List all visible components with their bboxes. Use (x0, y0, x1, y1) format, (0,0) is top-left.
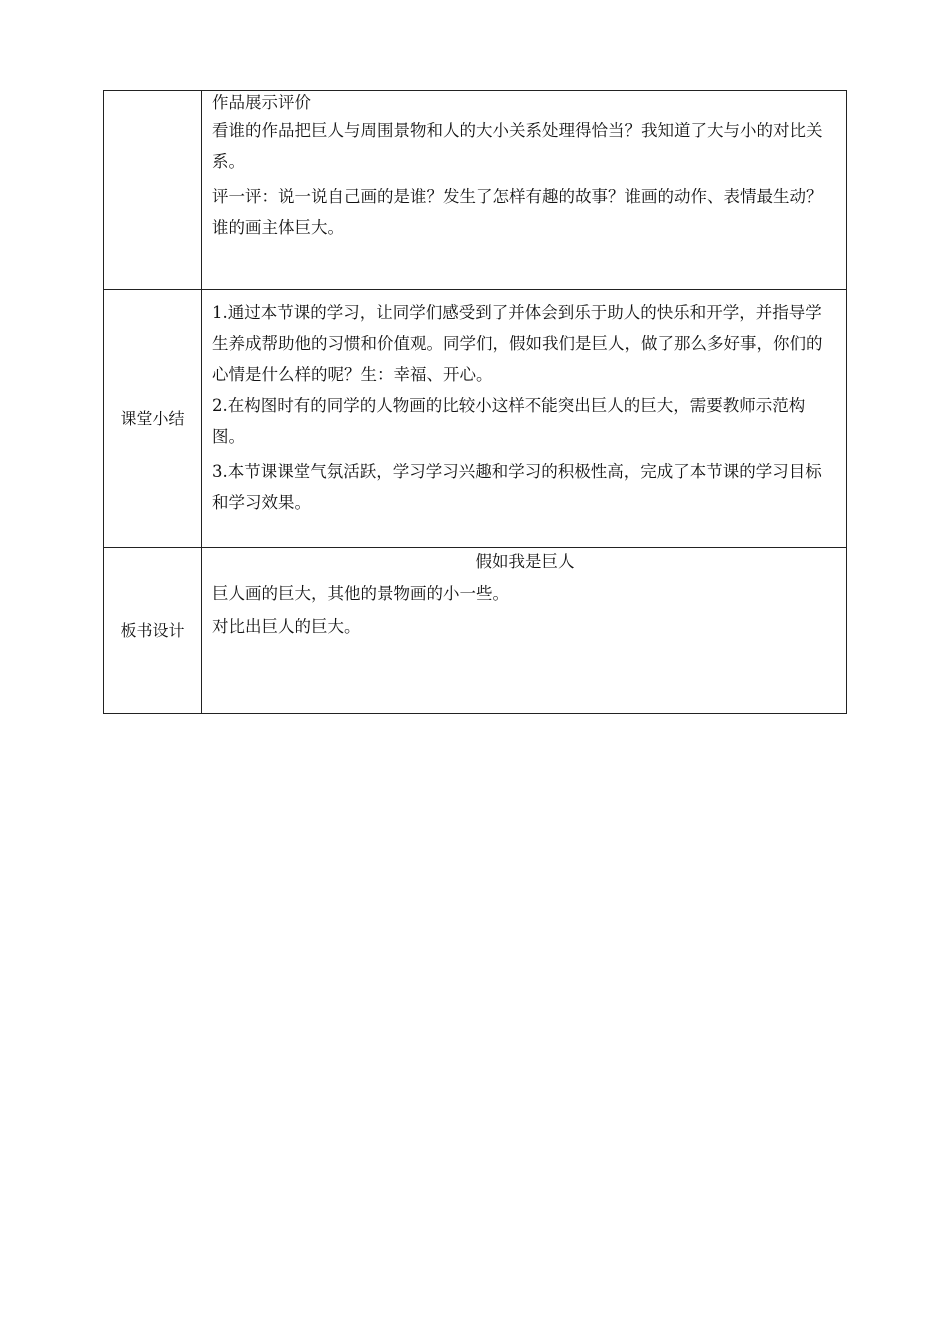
row-label-empty (104, 91, 202, 290)
board-line-1: 巨人画的巨大，其他的景物画的小一些。 (212, 584, 509, 603)
board-line-2: 对比出巨人的巨大。 (212, 617, 361, 636)
summary-item-2: 2.在构图时有的同学的人物画的比较小这样不能突出巨人的巨大，需要教师示范构图。 (212, 396, 806, 446)
summary-content (202, 290, 847, 548)
board-design-content (202, 548, 847, 714)
evaluation-paragraph-1: 看谁的作品把巨人与周围景物和人的大小关系处理得恰当？我知道了大与小的对比关系。 (212, 121, 823, 171)
board-title: 假如我是巨人 (475, 552, 575, 571)
row-label-board-design: 板书设计 (104, 548, 202, 714)
table-row-evaluation (104, 91, 847, 290)
row-label-summary: 课堂小结 (104, 290, 202, 548)
evaluation-heading: 作品展示评价 (212, 93, 311, 112)
evaluation-content (202, 91, 847, 290)
lesson-plan-table (103, 90, 847, 714)
table-row-summary (104, 290, 847, 548)
summary-item-1: 1.通过本节课的学习，让同学们感受到了并体会到乐于助人的快乐和开学，并指导学生养成帮助他的习惯和价值观。同学们，假如我们是巨人，做了那么多好事，你们的心情是什么样的呢？生：幸福、开心。 (212, 303, 823, 384)
evaluation-paragraph-2: 评一评：说一说自己画的是谁？发生了怎样有趣的故事？谁画的动作、表情最生动？谁的画主体巨大。 (212, 187, 823, 237)
table-row-board-design (104, 548, 847, 714)
summary-item-3: 3.本节课课堂气氛活跃，学习学习兴趣和学习的积极性高，完成了本节课的学习目标和学习效果。 (212, 462, 822, 512)
